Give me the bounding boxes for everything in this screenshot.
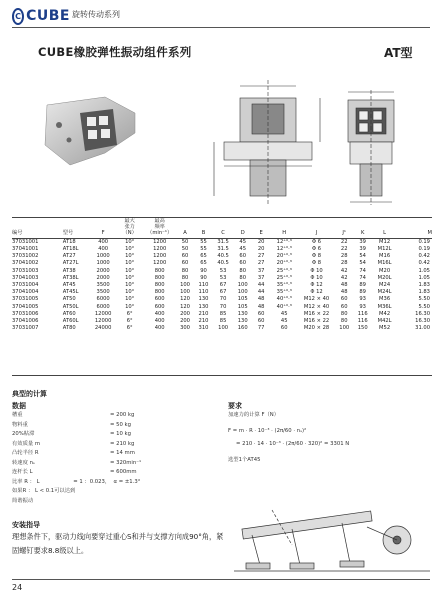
table-cell: 100	[180, 289, 190, 296]
col-header: C	[213, 217, 234, 238]
table-cell: 80	[181, 267, 189, 274]
table-cell: 55	[200, 238, 207, 245]
table-body	[12, 238, 432, 332]
table-cell: 800	[154, 267, 165, 274]
table-cell: 39	[359, 238, 366, 245]
table-cell: Φ 8	[312, 253, 322, 260]
table-cell: AT18	[62, 238, 76, 245]
table-cell: 37031004	[12, 281, 39, 288]
data-value: = 200 kg	[110, 412, 135, 418]
table-cell: AT38	[62, 267, 76, 274]
table-cell: Φ 10	[310, 267, 323, 274]
table-cell: 70	[219, 303, 227, 310]
table-cell: 20	[257, 238, 265, 245]
table-cell: 60	[257, 310, 265, 317]
table-cell: 80	[239, 267, 247, 274]
table-cell: AT45L	[62, 289, 79, 296]
table-cell: 150	[357, 325, 368, 332]
note-line: 如果R ： L < 0.1可以达到	[12, 488, 76, 494]
table-cell: 800	[154, 274, 165, 281]
requirement-line: 加速力的计算 F（N）	[228, 412, 280, 418]
install-title: 安装指导	[12, 521, 40, 529]
table-cell: 48	[257, 303, 265, 310]
page-title: CUBE橡胶弹性振动组件系列	[38, 45, 192, 59]
table-row	[12, 289, 432, 296]
table-cell: 93	[359, 296, 366, 303]
table-cell: 130	[198, 303, 209, 310]
table-cell: Φ 6	[312, 238, 322, 245]
table-cell: 28	[340, 253, 348, 260]
table-cell: 37041004	[12, 289, 39, 296]
table-cell: 67	[219, 289, 227, 296]
table-cell: 400	[98, 238, 109, 245]
table-cell: 37031007	[12, 325, 39, 332]
table-cell: 130	[237, 310, 248, 317]
table-cell: 80	[340, 310, 348, 317]
data-title: 数据	[12, 402, 26, 410]
data-key: 连杆长 L	[12, 469, 33, 475]
table-cell: AT27	[62, 253, 76, 260]
list-item	[12, 459, 207, 469]
table-cell: 10°	[125, 238, 135, 245]
table-cell: 60	[340, 296, 348, 303]
table-row	[12, 268, 432, 275]
data-value: = 14 mm	[110, 450, 135, 456]
install-text: 理想条件下，驱动力线向要穿过重心S和并与支撑方向成90°角，紧固螺钉要求8.8级以上。	[12, 532, 224, 555]
table-row	[12, 238, 432, 246]
table-cell: 10°	[125, 267, 135, 274]
table-cell: 1200	[153, 260, 167, 267]
table-cell: 10°	[125, 274, 135, 281]
table-cell: 60	[181, 260, 189, 267]
table-header-row	[12, 217, 432, 238]
table-cell: 44	[257, 281, 265, 288]
table-cell: 40.5	[217, 253, 229, 260]
table-cell: 10°	[125, 260, 135, 267]
table-cell: 100	[237, 281, 248, 288]
col-header: F	[90, 217, 115, 238]
table-cell: 24000	[94, 325, 112, 332]
table-cell: 6000	[96, 303, 110, 310]
table-cell: 6000	[96, 296, 110, 303]
table-cell: 2000	[96, 267, 110, 274]
table-cell: 48	[340, 289, 348, 296]
table-cell: 77	[257, 325, 265, 332]
data-value: = 10 kg	[110, 431, 131, 437]
col-header: 最高 频率 （min⁻¹）	[144, 217, 176, 238]
data-key: 转速度 nₛ	[12, 459, 35, 466]
table-cell: 54	[359, 253, 366, 260]
table-cell: 600	[154, 296, 165, 303]
table-cell: AT80	[62, 325, 76, 332]
table-cell: 80	[239, 274, 247, 281]
table-cell: 25⁺⁰·³	[276, 267, 292, 274]
table-bottom-rule	[12, 375, 432, 376]
col-header: K	[353, 217, 371, 238]
table-cell: 10°	[125, 289, 135, 296]
table-cell: M42L	[377, 317, 392, 324]
table-cell: 116	[357, 317, 368, 324]
col-header: E	[252, 217, 270, 238]
table-cell: 210	[198, 310, 209, 317]
table-cell: M20L	[377, 274, 392, 281]
table-cell: 105	[237, 303, 248, 310]
table-cell: 200	[180, 317, 190, 324]
table-cell: AT50L	[62, 303, 79, 310]
table-cell: 37041006	[12, 317, 39, 324]
table-cell: 0.19	[418, 238, 430, 245]
col-header: H	[270, 217, 298, 238]
table-cell: 37031001	[12, 238, 39, 245]
table-cell: 20⁺⁰·³	[276, 260, 292, 267]
table-row	[12, 275, 432, 282]
list-item	[12, 411, 207, 421]
table-cell: Φ 10	[310, 274, 323, 281]
table-cell: 22	[340, 238, 348, 245]
table-cell: 48	[340, 281, 348, 288]
table-cell: 50	[181, 238, 189, 245]
table-cell: 800	[154, 289, 165, 296]
table-cell: 67	[219, 281, 227, 288]
table-cell: 12000	[94, 310, 112, 317]
table-cell: 85	[219, 310, 227, 317]
table-cell: 20⁺⁰·³	[276, 253, 292, 260]
table-cell: 400	[154, 310, 165, 317]
table-cell: 31.5	[217, 238, 229, 245]
calc-data-list	[12, 411, 207, 506]
table-cell: 70	[219, 296, 227, 303]
col-header: 型号	[63, 217, 91, 238]
table-cell: 42	[340, 267, 348, 274]
table-cell: M12L	[377, 245, 392, 252]
table-cell: 37041001	[12, 245, 39, 252]
data-key: 槽重	[12, 412, 23, 418]
table-cell: 120	[180, 296, 190, 303]
table-cell: 130	[198, 296, 209, 303]
data-key: 凸轮半径 R	[12, 450, 39, 456]
table-cell: 60	[239, 260, 247, 267]
table-cell: 105	[237, 296, 248, 303]
calc-title: 典型的计算	[12, 390, 47, 398]
col-header: J	[298, 217, 335, 238]
table-cell: 28	[340, 260, 348, 267]
table-row	[12, 260, 432, 267]
table-row	[12, 318, 432, 325]
table-cell: 110	[198, 289, 209, 296]
table-cell: 39	[359, 245, 366, 252]
table-cell: 42	[340, 274, 348, 281]
table-cell: 100	[339, 325, 350, 332]
footer-rule	[12, 579, 430, 580]
table-cell: 0.42	[418, 260, 430, 267]
table-cell: M12	[379, 238, 391, 245]
table-cell: 310	[198, 325, 209, 332]
table-cell: 35⁺⁰·³	[276, 281, 292, 288]
page-number: 24	[12, 583, 23, 592]
table-cell: 40.5	[217, 260, 229, 267]
data-value: = 320min⁻¹	[110, 459, 142, 466]
requirement-body	[228, 411, 428, 465]
table-cell: 53	[219, 274, 227, 281]
table-cell: 37	[257, 274, 265, 281]
table-cell: 116	[357, 310, 368, 317]
table-cell: 37041002	[12, 260, 39, 267]
header-rule	[12, 27, 430, 28]
list-item	[12, 468, 207, 478]
table-cell: 3500	[96, 289, 110, 296]
table-cell: 3500	[96, 281, 110, 288]
table-cell: 50	[181, 245, 189, 252]
data-key: 20%粘滞	[12, 431, 35, 437]
table-cell: 1000	[96, 253, 110, 260]
table-cell: 16.30	[415, 310, 430, 317]
table-cell: 6°	[126, 325, 133, 332]
table-cell: 100	[218, 325, 229, 332]
table-cell: Φ 12	[310, 289, 323, 296]
col-header: 最大 张力 （N）	[116, 217, 144, 238]
list-item	[12, 449, 207, 459]
col-header: M	[397, 217, 432, 238]
data-value: = 50 kg	[110, 421, 131, 428]
table-cell: 0.42	[418, 253, 430, 260]
table-cell: 22	[340, 245, 348, 252]
table-cell: 20	[257, 245, 265, 252]
selection-line: 选型1个AT45	[228, 456, 261, 463]
table-cell: 65	[200, 253, 207, 260]
table-cell: 160	[237, 325, 248, 332]
table-cell: 600	[154, 303, 165, 310]
list-item	[12, 421, 207, 431]
col-header: J¹	[335, 217, 353, 238]
table-cell: 37031003	[12, 267, 39, 274]
table-row	[12, 246, 432, 253]
data-key: 有效质量 m	[12, 440, 41, 447]
table-cell: M20 × 28	[303, 325, 330, 332]
col-header: A	[176, 217, 194, 238]
table-cell: M24	[379, 281, 391, 288]
table-cell: 10°	[125, 253, 135, 260]
table-cell: 16.30	[415, 317, 430, 324]
table-cell: 53	[219, 267, 227, 274]
table-cell: 45	[239, 245, 247, 252]
table-cell: 400	[154, 325, 165, 332]
table-cell: 200	[180, 310, 190, 317]
table-cell: 12⁺⁰·³	[276, 245, 292, 252]
install-diagram	[232, 505, 432, 580]
table-cell: 300	[180, 325, 190, 332]
table-cell: M12 × 40	[303, 296, 330, 303]
table-cell: M16L	[377, 260, 392, 267]
table-cell: 55	[200, 245, 207, 252]
product-photo	[35, 95, 140, 170]
table-cell: 80	[181, 274, 189, 281]
table-cell: 800	[154, 281, 165, 288]
col-header: B	[194, 217, 212, 238]
requirement-title: 要求	[228, 402, 242, 410]
table-cell: 10°	[125, 281, 135, 288]
data-value: = 210 kg	[110, 440, 135, 447]
table-cell: 0.19	[418, 245, 430, 252]
table-cell: 1200	[153, 245, 167, 252]
table-row	[12, 304, 432, 311]
table-cell: 120	[180, 303, 190, 310]
table-cell: 35⁺⁰·³	[276, 289, 292, 296]
col-header: 编号	[12, 217, 63, 238]
table-cell: AT60	[62, 310, 76, 317]
table-cell: Φ 6	[312, 245, 322, 252]
table-cell: 65	[200, 260, 207, 267]
table-cell: M16 × 22	[303, 310, 330, 317]
table-cell: 60	[257, 317, 265, 324]
table-cell: 25⁺⁰·³	[276, 274, 292, 281]
brand-wordmark: CUBE	[26, 8, 70, 24]
table-cell: 60	[280, 325, 288, 332]
table-cell: 37	[257, 267, 265, 274]
table-cell: 48	[257, 296, 265, 303]
table-cell: 2000	[96, 274, 110, 281]
table-row	[12, 296, 432, 303]
table-cell: 1000	[96, 260, 110, 267]
table-cell: M20	[379, 267, 391, 274]
table-cell: AT18L	[62, 245, 79, 252]
table-cell: M36	[379, 296, 391, 303]
list-item	[12, 430, 207, 440]
col-header: L	[372, 217, 397, 238]
table-cell: 37031002	[12, 253, 39, 260]
logo-mark-icon: C	[12, 8, 24, 25]
table-cell: M42	[379, 310, 391, 317]
table-cell: 37031005	[12, 296, 39, 303]
table-cell: AT38L	[62, 274, 79, 281]
table-cell: 27	[257, 253, 265, 260]
table-cell: 400	[98, 245, 109, 252]
table-cell: 27	[257, 260, 265, 267]
table-cell: M36L	[377, 303, 392, 310]
table-cell: 12⁺⁰·³	[276, 238, 292, 245]
table-cell: M16 × 22	[303, 317, 330, 324]
table-cell: AT27L	[62, 260, 79, 267]
list-item	[12, 440, 207, 450]
table-cell: 5.50	[418, 303, 430, 310]
table-cell: 1.05	[418, 267, 430, 274]
table-cell: 54	[359, 260, 366, 267]
table-cell: Φ 8	[312, 260, 322, 267]
table-cell: 74	[359, 267, 366, 274]
table-cell: 85	[219, 317, 227, 324]
table-cell: 100	[237, 289, 248, 296]
table-cell: 5.50	[418, 296, 430, 303]
table-cell: 6°	[126, 310, 133, 317]
table-cell: 40⁺⁰·³	[276, 296, 292, 303]
table-cell: 60	[181, 253, 189, 260]
table-cell: 1200	[153, 238, 167, 245]
table-cell: 10°	[125, 296, 135, 303]
table-cell: M16	[379, 253, 391, 260]
table-cell: 6°	[126, 317, 133, 324]
table-cell: 1200	[153, 253, 167, 260]
table-cell: 37031006	[12, 310, 39, 317]
note-line: 简谐振动	[12, 497, 34, 504]
table-cell: 110	[198, 281, 209, 288]
table-cell: 90	[200, 274, 207, 281]
table-cell: AT45	[62, 281, 76, 288]
data-value: = 600mm	[110, 469, 137, 475]
table-cell: 210	[198, 317, 209, 324]
table-cell: Φ 12	[310, 281, 323, 288]
technical-drawing	[200, 70, 410, 215]
table-cell: 44	[257, 289, 265, 296]
table-cell: 37041005	[12, 303, 39, 310]
table-cell: 12000	[94, 317, 112, 324]
table-cell: 1.83	[418, 281, 430, 288]
spec-table	[12, 217, 432, 332]
table-cell: AT60L	[62, 317, 79, 324]
table-cell: M24L	[377, 289, 392, 296]
table-cell: 400	[154, 317, 165, 324]
table-cell: 40⁺⁰·³	[276, 303, 292, 310]
table-cell: 1.05	[418, 274, 430, 281]
formula-line: F = m · R · 10⁻³ · (2π/60 · nₛ)²	[228, 427, 307, 434]
table-cell: 45	[239, 238, 247, 245]
table-row	[12, 282, 432, 289]
table-cell: AT50	[62, 296, 76, 303]
table-row	[12, 311, 432, 318]
table-cell: 45	[280, 310, 288, 317]
type-label: AT型	[384, 46, 413, 60]
table-cell: M12 × 40	[303, 303, 330, 310]
formula-line: = 210 · 14 · 10⁻³ · (2π/60 · 320)² = 3301 N	[236, 441, 350, 447]
table-cell: 100	[180, 281, 190, 288]
table-cell: 89	[359, 281, 366, 288]
table-cell: 60	[340, 303, 348, 310]
table-cell: 130	[237, 317, 248, 324]
brand-logo	[12, 6, 70, 26]
table-cell: 45	[280, 317, 288, 324]
table-cell: M52	[379, 325, 391, 332]
table-cell: 31.00	[415, 325, 430, 332]
col-header: D	[233, 217, 251, 238]
table-cell: 1.83	[418, 289, 430, 296]
table-cell: 10°	[125, 245, 135, 252]
table-cell: 31.5	[217, 245, 229, 252]
table-cell: 80	[340, 317, 348, 324]
table-row	[12, 253, 432, 260]
table-cell: 37041003	[12, 274, 39, 281]
table-cell: 10°	[125, 303, 135, 310]
ratio-line: 比率 R ： L = 1 ：0.023， α = ±1.3°	[12, 478, 141, 485]
table-cell: 74	[359, 274, 366, 281]
table-cell: 90	[200, 267, 207, 274]
table-cell: 93	[359, 303, 366, 310]
table-row	[12, 325, 432, 332]
table-cell: 89	[359, 289, 366, 296]
table-cell: 60	[239, 253, 247, 260]
data-key: 物料重	[12, 421, 28, 428]
series-label: 旋转传动系列	[72, 10, 120, 19]
